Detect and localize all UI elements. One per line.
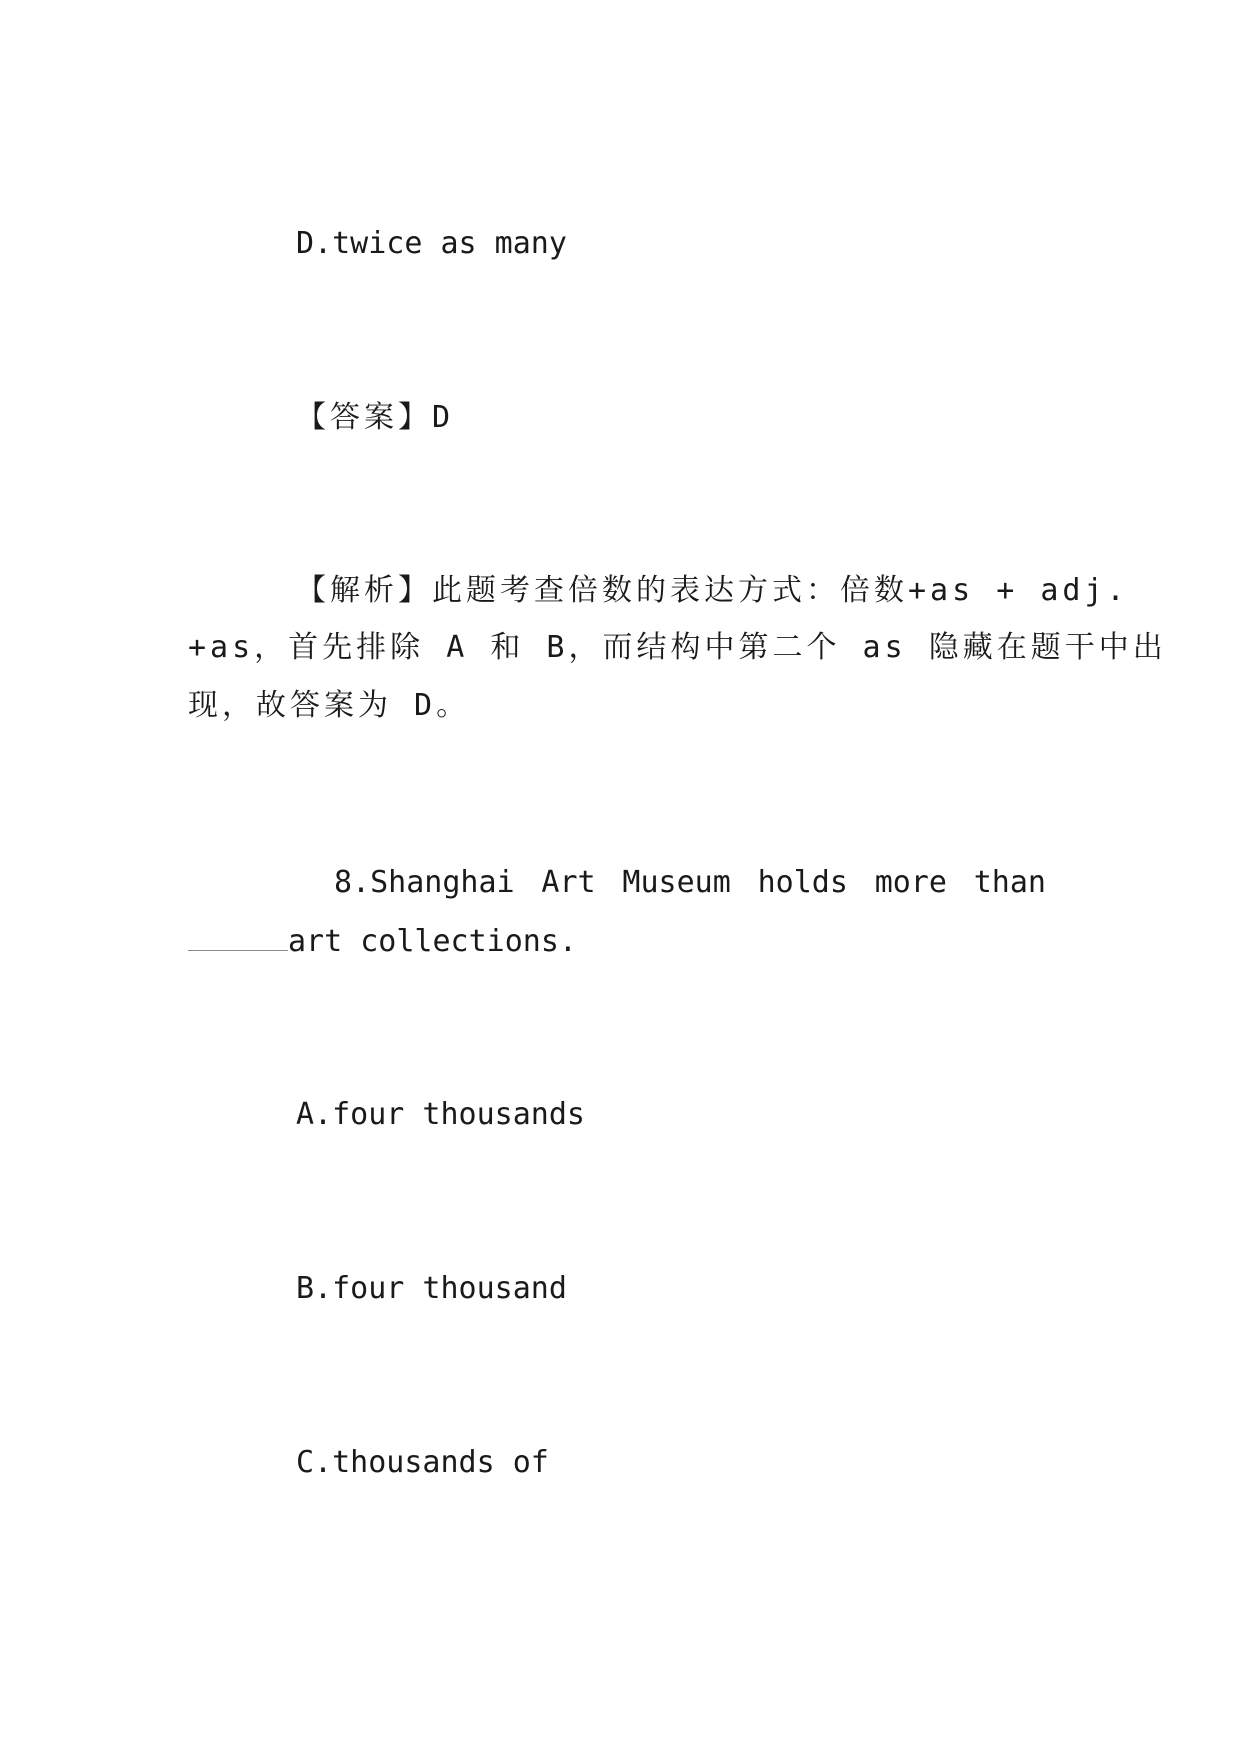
stem-word: more bbox=[874, 865, 947, 900]
analysis-line-2: +as，首先排除 A 和 B，而结构中第二个 as 隐藏在题干中出 bbox=[188, 630, 1167, 665]
question-8-stem-line-2 bbox=[188, 920, 1050, 962]
stem-word: holds bbox=[757, 865, 848, 900]
analysis-line-3: 现，故答案为 D。 bbox=[188, 688, 471, 723]
analysis-line-1: 【解析】此题考查倍数的表达方式：倍数+as + adj. bbox=[296, 573, 1129, 608]
stem-word: than bbox=[973, 865, 1046, 900]
option-b-q8: B.four thousand bbox=[296, 1271, 567, 1306]
stem-word: Art bbox=[541, 865, 596, 900]
option-c-q8: C.thousands of bbox=[296, 1445, 549, 1480]
answer-blank bbox=[188, 920, 288, 951]
stem-line-2-text: art collections. bbox=[288, 924, 577, 959]
option-d-q7: D.twice as many bbox=[296, 226, 567, 261]
stem-word: Museum bbox=[622, 865, 731, 900]
question-8-stem-line-1 bbox=[334, 863, 1046, 903]
option-a-q8: A.four thousands bbox=[296, 1097, 585, 1132]
answer-line: 【答案】D bbox=[296, 400, 455, 435]
stem-word: 8.Shanghai bbox=[334, 865, 515, 900]
